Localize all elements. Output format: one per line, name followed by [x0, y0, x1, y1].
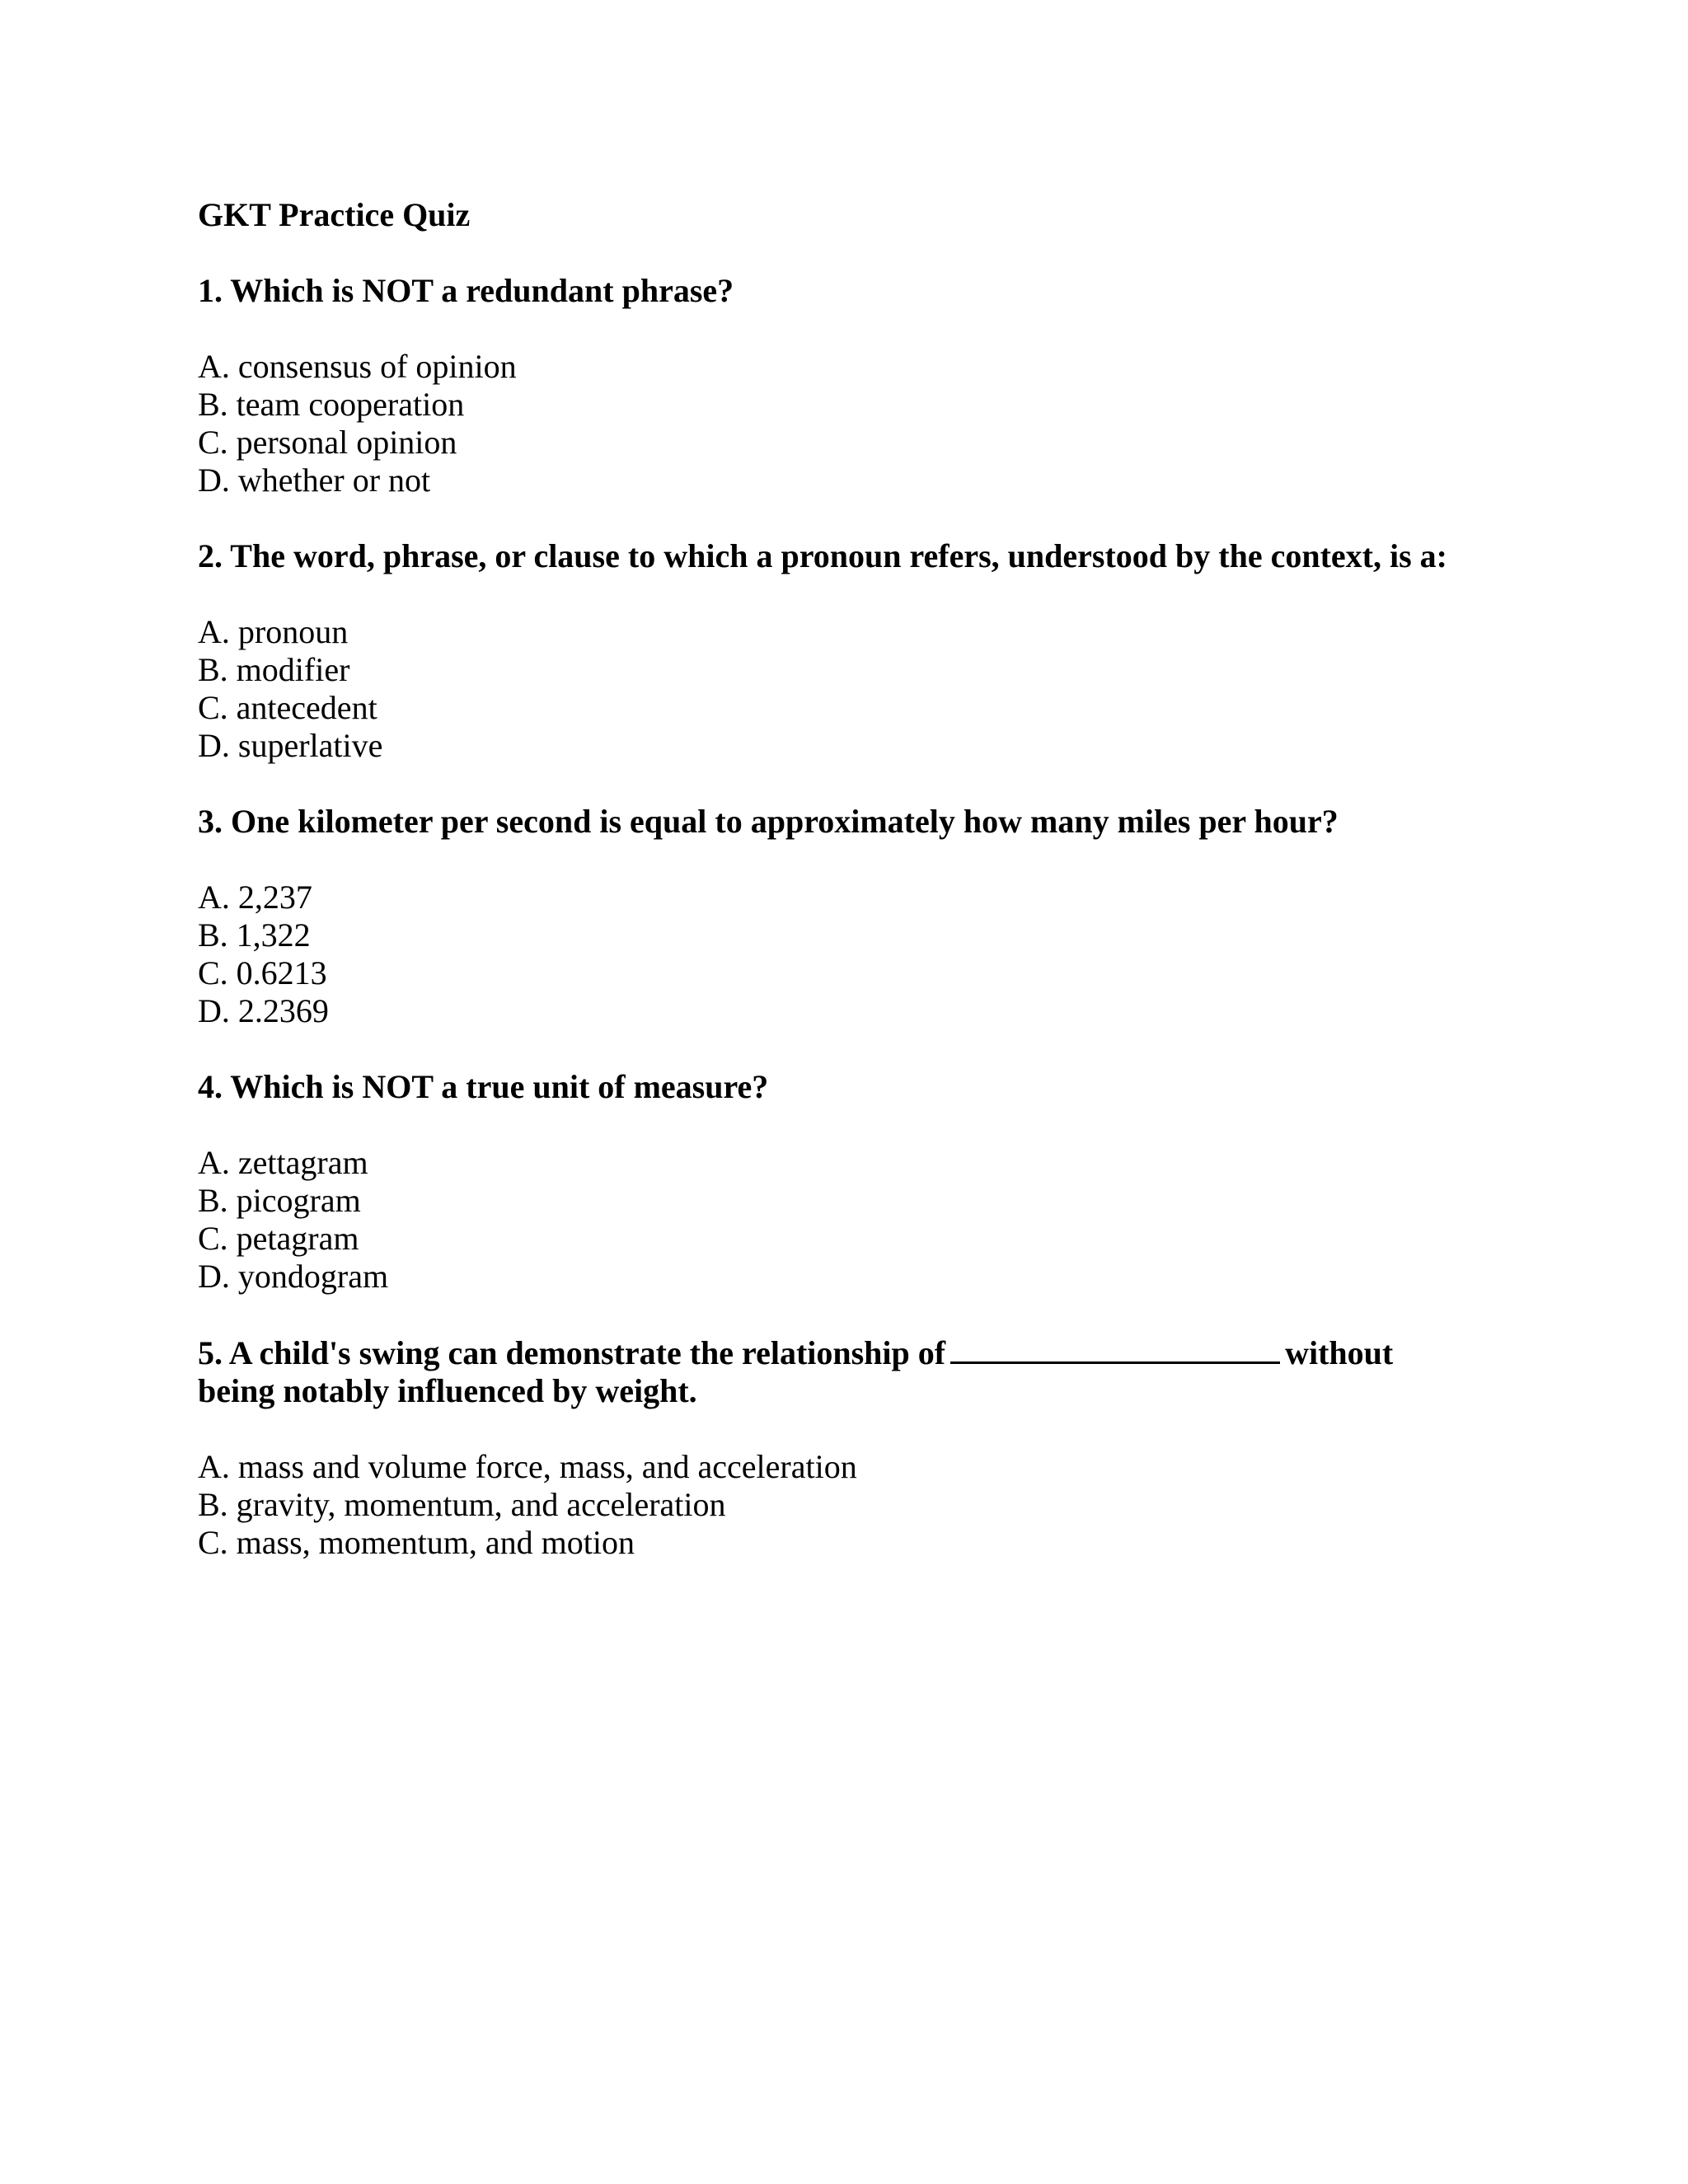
option-a: A. mass and volume force, mass, and acceleration	[198, 1448, 857, 1485]
option-d: D. yondogram	[198, 1258, 389, 1295]
question-text: 4. Which is NOT a true unit of measure?	[198, 1068, 769, 1105]
question-text-before-blank: 5. A child's swing can demonstrate the relationship of	[198, 1334, 946, 1371]
option-d: D. whether or not	[198, 462, 431, 499]
option-a: A. 2,237	[198, 879, 312, 916]
option-a: A. pronoun	[198, 613, 349, 650]
option-b: B. team cooperation	[198, 386, 465, 423]
option-b: B. gravity, momentum, and acceleration	[198, 1486, 726, 1523]
option-d: D. superlative	[198, 727, 383, 764]
option-b: B. 1,322	[198, 916, 311, 954]
question-text	[198, 1333, 1550, 1410]
question-2	[198, 537, 1550, 765]
option-c: C. mass, momentum, and motion	[198, 1524, 635, 1561]
option-list	[198, 1144, 1550, 1296]
option-c: C. 0.6213	[198, 954, 327, 991]
page-title: GKT Practice Quiz	[198, 196, 471, 233]
option-d: D. 2.2369	[198, 992, 329, 1029]
question-3	[198, 803, 1550, 1030]
option-a: A. zettagram	[198, 1144, 368, 1181]
question-text: 3. One kilometer per second is equal to approximately how many miles per hour?	[198, 803, 1339, 840]
option-b: B. picogram	[198, 1182, 361, 1219]
option-c: C. personal opinion	[198, 424, 457, 461]
question-text-line-2: being notably influenced by weight.	[198, 1372, 697, 1409]
option-list	[198, 879, 1550, 1030]
question-text-after-blank: without	[1285, 1334, 1394, 1371]
option-list	[198, 348, 1550, 499]
question-text: 1. Which is NOT a redundant phrase?	[198, 272, 734, 309]
option-c: C. petagram	[198, 1220, 359, 1257]
option-c: C. antecedent	[198, 689, 377, 726]
question-1	[198, 272, 1550, 499]
question-4	[198, 1068, 1550, 1296]
option-list	[198, 613, 1550, 765]
option-a: A. consensus of opinion	[198, 348, 517, 385]
question-text: 2. The word, phrase, or clause to which a pronoun refers, understood by the context, is a:	[198, 537, 1447, 574]
quiz-page	[198, 196, 1550, 1600]
option-list	[198, 1448, 1550, 1562]
option-b: B. modifier	[198, 651, 350, 688]
answer-blank	[950, 1333, 1280, 1364]
question-5	[198, 1333, 1550, 1562]
